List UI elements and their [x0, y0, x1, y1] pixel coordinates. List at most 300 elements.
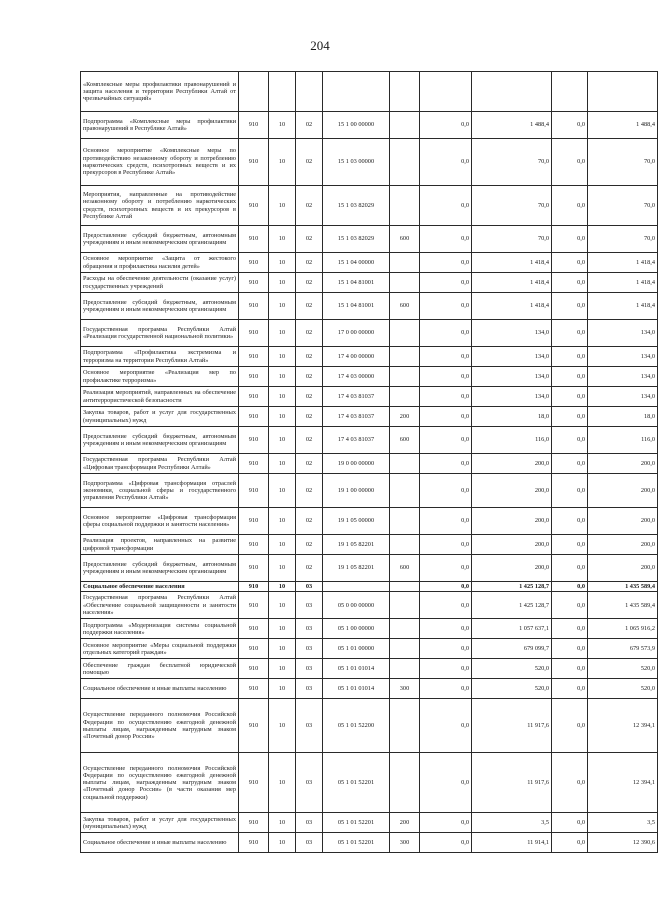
row-name: Предоставление субсидий бюджетным, автономным учреждениям и иным некоммерческим организациям — [81, 226, 239, 253]
row-amount-1: 0,0 — [420, 639, 472, 659]
row-amount-4: 12 394,1 — [588, 753, 658, 813]
row-grbs: 910 — [239, 592, 269, 619]
table-row — [81, 619, 658, 639]
row-target-code — [323, 582, 390, 592]
row-amount-2 — [472, 72, 552, 112]
row-amount-1: 0,0 — [420, 387, 472, 407]
row-expense-type: 200 — [390, 407, 420, 427]
row-target-code: 17 4 00 00000 — [323, 347, 390, 367]
row-amount-1: 0,0 — [420, 753, 472, 813]
table-row — [81, 639, 658, 659]
row-target-code: 19 1 00 00000 — [323, 474, 390, 508]
row-expense-type — [390, 273, 420, 293]
row-section: 10 — [269, 454, 296, 474]
row-subsection: 02 — [296, 139, 323, 186]
row-name: Основное мероприятие «Меры социальной поддержки отдельных категорий граждан» — [81, 639, 239, 659]
row-grbs: 910 — [239, 474, 269, 508]
row-amount-3: 0,0 — [552, 813, 588, 833]
row-amount-4: 1 418,4 — [588, 293, 658, 320]
row-amount-4: 200,0 — [588, 454, 658, 474]
row-target-code: 05 1 01 52201 — [323, 813, 390, 833]
row-amount-2: 200,0 — [472, 508, 552, 535]
row-amount-1: 0,0 — [420, 427, 472, 454]
row-amount-1: 0,0 — [420, 320, 472, 347]
row-amount-3: 0,0 — [552, 293, 588, 320]
row-subsection: 02 — [296, 293, 323, 320]
row-amount-4: 134,0 — [588, 320, 658, 347]
row-expense-type — [390, 619, 420, 639]
row-name: Осуществление переданного полномочия Российской Федерации по осуществлению ежегодной денежной выплаты лицам, награжденным нагрудным знаком «Почетный донор России» (в части оказания мер социальной поддержки) — [81, 753, 239, 813]
row-amount-4: 116,0 — [588, 427, 658, 454]
table-row — [81, 508, 658, 535]
row-section: 10 — [269, 535, 296, 555]
row-subsection: 02 — [296, 253, 323, 273]
row-section: 10 — [269, 273, 296, 293]
row-amount-1: 0,0 — [420, 139, 472, 186]
row-grbs: 910 — [239, 407, 269, 427]
row-target-code: 05 1 01 01014 — [323, 679, 390, 699]
row-grbs: 910 — [239, 253, 269, 273]
row-section: 10 — [269, 508, 296, 535]
row-grbs: 910 — [239, 273, 269, 293]
row-grbs: 910 — [239, 679, 269, 699]
row-name: Мероприятия, направленные на противодействие незаконному обороту и потреблению наркотических средств, психотропных веществ и их прекурсоров в Республике Алтай — [81, 186, 239, 226]
row-amount-1: 0,0 — [420, 679, 472, 699]
row-name: Расходы на обеспечение деятельности (оказание услуг) государственных учреждений — [81, 273, 239, 293]
row-section: 10 — [269, 592, 296, 619]
table-row — [81, 555, 658, 582]
row-grbs: 910 — [239, 535, 269, 555]
row-amount-3: 0,0 — [552, 508, 588, 535]
row-target-code: 15 1 03 82029 — [323, 186, 390, 226]
row-amount-1: 0,0 — [420, 535, 472, 555]
row-grbs: 910 — [239, 347, 269, 367]
row-amount-1: 0,0 — [420, 347, 472, 367]
row-grbs: 910 — [239, 139, 269, 186]
row-name: Осуществление переданного полномочия Российской Федерации по осуществлению ежегодной денежной выплаты лицам, награжденным нагрудным знаком «Почетный донор России» — [81, 699, 239, 753]
row-section: 10 — [269, 813, 296, 833]
row-amount-4: 12 390,6 — [588, 833, 658, 853]
row-amount-1: 0,0 — [420, 619, 472, 639]
row-name: Социальное обеспечение и иные выплаты населению — [81, 833, 239, 853]
row-amount-2: 11 917,6 — [472, 753, 552, 813]
row-grbs: 910 — [239, 320, 269, 347]
row-expense-type — [390, 112, 420, 139]
row-grbs: 910 — [239, 753, 269, 813]
table-row — [81, 454, 658, 474]
table-row — [81, 367, 658, 387]
row-amount-2: 134,0 — [472, 387, 552, 407]
row-target-code: 05 1 01 00000 — [323, 639, 390, 659]
row-name: Государственная программа Республики Алтай «Реализация государственной национальной политики» — [81, 320, 239, 347]
row-amount-1: 0,0 — [420, 112, 472, 139]
row-target-code: 05 1 01 52201 — [323, 833, 390, 853]
row-name: Основное мероприятие «Защита от жестокого обращения и профилактика насилия детей» — [81, 253, 239, 273]
row-subsection: 02 — [296, 454, 323, 474]
row-grbs: 910 — [239, 699, 269, 753]
row-target-code: 15 1 04 81001 — [323, 273, 390, 293]
row-amount-2: 1 488,4 — [472, 112, 552, 139]
row-amount-4: 134,0 — [588, 347, 658, 367]
row-subsection: 03 — [296, 592, 323, 619]
row-section: 10 — [269, 112, 296, 139]
row-amount-4: 520,0 — [588, 679, 658, 699]
row-expense-type: 300 — [390, 833, 420, 853]
page-number: 204 — [310, 38, 330, 53]
row-grbs: 910 — [239, 293, 269, 320]
row-target-code: 15 1 03 00000 — [323, 139, 390, 186]
budget-table-body — [81, 72, 658, 853]
row-section: 10 — [269, 387, 296, 407]
row-grbs: 910 — [239, 639, 269, 659]
row-target-code — [323, 72, 390, 112]
row-expense-type — [390, 186, 420, 226]
row-target-code: 05 1 01 52201 — [323, 753, 390, 813]
row-subsection: 03 — [296, 582, 323, 592]
row-amount-3: 0,0 — [552, 699, 588, 753]
row-subsection: 02 — [296, 555, 323, 582]
row-subsection: 02 — [296, 474, 323, 508]
row-target-code: 17 4 03 81037 — [323, 407, 390, 427]
row-amount-1: 0,0 — [420, 833, 472, 853]
row-amount-1: 0,0 — [420, 659, 472, 679]
row-name: Подпрограмма «Комплексные меры профилактики правонарушений в Республике Алтай» — [81, 112, 239, 139]
row-amount-3: 0,0 — [552, 427, 588, 454]
row-grbs: 910 — [239, 454, 269, 474]
row-target-code: 17 0 00 00000 — [323, 320, 390, 347]
row-amount-4: 1 418,4 — [588, 253, 658, 273]
row-target-code: 15 1 04 81001 — [323, 293, 390, 320]
row-amount-1: 0,0 — [420, 186, 472, 226]
row-amount-3: 0,0 — [552, 833, 588, 853]
row-amount-3: 0,0 — [552, 639, 588, 659]
row-amount-4: 520,0 — [588, 659, 658, 679]
row-subsection: 02 — [296, 273, 323, 293]
row-amount-3: 0,0 — [552, 367, 588, 387]
row-amount-1: 0,0 — [420, 582, 472, 592]
row-expense-type — [390, 699, 420, 753]
row-amount-2: 200,0 — [472, 555, 552, 582]
row-amount-2: 679 099,7 — [472, 639, 552, 659]
table-row — [81, 659, 658, 679]
row-name: Основное мероприятие «Цифровая трансформация сферы социальной поддержки и занятости населения» — [81, 508, 239, 535]
row-amount-2: 70,0 — [472, 226, 552, 253]
row-section: 10 — [269, 582, 296, 592]
row-amount-4: 70,0 — [588, 139, 658, 186]
table-row — [81, 753, 658, 813]
row-target-code: 19 1 05 82201 — [323, 535, 390, 555]
table-row — [81, 582, 658, 592]
row-section: 10 — [269, 320, 296, 347]
row-amount-4: 1 488,4 — [588, 112, 658, 139]
row-amount-3: 0,0 — [552, 535, 588, 555]
row-name: Подпрограмма «Профилактика экстремизма и терроризма на территории Республики Алтай» — [81, 347, 239, 367]
row-subsection: 02 — [296, 347, 323, 367]
row-subsection: 03 — [296, 679, 323, 699]
row-expense-type — [390, 582, 420, 592]
row-section: 10 — [269, 699, 296, 753]
row-grbs: 910 — [239, 555, 269, 582]
row-expense-type: 200 — [390, 813, 420, 833]
row-grbs — [239, 72, 269, 112]
row-amount-3: 0,0 — [552, 659, 588, 679]
row-section: 10 — [269, 555, 296, 582]
row-expense-type — [390, 139, 420, 186]
row-name: Социальное обеспечение и иные выплаты населению — [81, 679, 239, 699]
table-row — [81, 833, 658, 853]
row-amount-1 — [420, 72, 472, 112]
row-expense-type: 600 — [390, 293, 420, 320]
row-amount-3: 0,0 — [552, 112, 588, 139]
row-amount-1: 0,0 — [420, 253, 472, 273]
row-section: 10 — [269, 679, 296, 699]
row-name: Основное мероприятие «Реализация мер по профилактике терроризма» — [81, 367, 239, 387]
row-name: Основное мероприятие «Комплексные меры по противодействию незаконному обороту и потреблению наркотических средств, психотропных веществ и их прекурсоров в Республике Алтай» — [81, 139, 239, 186]
row-amount-1: 0,0 — [420, 508, 472, 535]
row-amount-3: 0,0 — [552, 273, 588, 293]
row-expense-type — [390, 753, 420, 813]
row-amount-3 — [552, 72, 588, 112]
row-subsection: 02 — [296, 535, 323, 555]
row-subsection: 02 — [296, 112, 323, 139]
row-name: Предоставление субсидий бюджетным, автономным учреждениям и иным некоммерческим организациям — [81, 293, 239, 320]
row-name: Обеспечение граждан бесплатной юридической помощью — [81, 659, 239, 679]
row-amount-2: 18,0 — [472, 407, 552, 427]
row-amount-3: 0,0 — [552, 592, 588, 619]
row-subsection: 02 — [296, 427, 323, 454]
table-row — [81, 813, 658, 833]
row-subsection — [296, 72, 323, 112]
row-target-code: 19 0 00 00000 — [323, 454, 390, 474]
row-amount-1: 0,0 — [420, 592, 472, 619]
row-amount-2: 200,0 — [472, 454, 552, 474]
row-amount-1: 0,0 — [420, 699, 472, 753]
row-section: 10 — [269, 833, 296, 853]
row-amount-1: 0,0 — [420, 454, 472, 474]
row-grbs: 910 — [239, 508, 269, 535]
row-grbs: 910 — [239, 833, 269, 853]
row-amount-4: 1 065 916,2 — [588, 619, 658, 639]
row-amount-2: 134,0 — [472, 320, 552, 347]
table-row — [81, 112, 658, 139]
row-amount-4: 200,0 — [588, 508, 658, 535]
row-subsection: 02 — [296, 508, 323, 535]
row-amount-2: 520,0 — [472, 679, 552, 699]
row-name: Предоставление субсидий бюджетным, автономным учреждениям и иным некоммерческим организациям — [81, 427, 239, 454]
row-amount-1: 0,0 — [420, 226, 472, 253]
row-amount-3: 0,0 — [552, 619, 588, 639]
row-amount-4: 1 435 589,4 — [588, 592, 658, 619]
row-amount-2: 70,0 — [472, 186, 552, 226]
row-amount-3: 0,0 — [552, 582, 588, 592]
row-amount-3: 0,0 — [552, 679, 588, 699]
row-grbs: 910 — [239, 659, 269, 679]
row-amount-3: 0,0 — [552, 320, 588, 347]
row-expense-type: 600 — [390, 555, 420, 582]
table-row — [81, 186, 658, 226]
row-amount-4: 200,0 — [588, 555, 658, 582]
row-amount-3: 0,0 — [552, 753, 588, 813]
row-expense-type: 300 — [390, 679, 420, 699]
row-section: 10 — [269, 186, 296, 226]
row-amount-2: 1 418,4 — [472, 253, 552, 273]
row-name: Социальное обеспечение населения — [81, 582, 239, 592]
row-subsection: 03 — [296, 619, 323, 639]
table-row — [81, 427, 658, 454]
row-amount-4 — [588, 72, 658, 112]
row-name: «Комплексные меры профилактики правонарушений и защита населения и территории Республики Алтай от чрезвычайных ситуаций» — [81, 72, 239, 112]
row-subsection: 03 — [296, 699, 323, 753]
row-amount-1: 0,0 — [420, 555, 472, 582]
row-target-code: 15 1 00 00000 — [323, 112, 390, 139]
row-amount-3: 0,0 — [552, 186, 588, 226]
row-expense-type — [390, 454, 420, 474]
row-section: 10 — [269, 293, 296, 320]
row-expense-type — [390, 367, 420, 387]
row-subsection: 03 — [296, 833, 323, 853]
row-amount-3: 0,0 — [552, 387, 588, 407]
row-grbs: 910 — [239, 813, 269, 833]
table-row — [81, 253, 658, 273]
row-subsection: 03 — [296, 753, 323, 813]
row-target-code: 19 1 05 82201 — [323, 555, 390, 582]
row-section: 10 — [269, 139, 296, 186]
budget-table — [80, 71, 658, 853]
row-name: Подпрограмма «Модернизация системы социальной поддержки населения» — [81, 619, 239, 639]
row-amount-1: 0,0 — [420, 293, 472, 320]
row-expense-type — [390, 508, 420, 535]
row-subsection: 02 — [296, 407, 323, 427]
row-amount-3: 0,0 — [552, 454, 588, 474]
row-target-code: 15 1 03 82029 — [323, 226, 390, 253]
table-row — [81, 679, 658, 699]
row-name: Закупка товаров, работ и услуг для государственных (муниципальных) нужд — [81, 407, 239, 427]
row-expense-type — [390, 320, 420, 347]
table-row — [81, 474, 658, 508]
row-amount-4: 12 394,1 — [588, 699, 658, 753]
row-grbs: 910 — [239, 619, 269, 639]
row-amount-4: 134,0 — [588, 367, 658, 387]
row-amount-2: 1 418,4 — [472, 273, 552, 293]
table-row — [81, 592, 658, 619]
row-expense-type: 600 — [390, 226, 420, 253]
row-grbs: 910 — [239, 367, 269, 387]
row-section: 10 — [269, 639, 296, 659]
row-amount-4: 1 435 589,4 — [588, 582, 658, 592]
row-amount-3: 0,0 — [552, 407, 588, 427]
row-expense-type — [390, 347, 420, 367]
row-expense-type — [390, 592, 420, 619]
row-subsection: 03 — [296, 639, 323, 659]
row-subsection: 03 — [296, 813, 323, 833]
row-section: 10 — [269, 407, 296, 427]
row-name: Реализация мероприятий, направленных на обеспечение антитеррористической безопасности — [81, 387, 239, 407]
row-subsection: 02 — [296, 367, 323, 387]
row-expense-type — [390, 639, 420, 659]
row-target-code: 05 1 01 01014 — [323, 659, 390, 679]
row-section — [269, 72, 296, 112]
row-grbs: 910 — [239, 186, 269, 226]
row-target-code: 05 0 00 00000 — [323, 592, 390, 619]
row-amount-4: 3,5 — [588, 813, 658, 833]
row-subsection: 02 — [296, 186, 323, 226]
row-target-code: 15 1 04 00000 — [323, 253, 390, 273]
row-section: 10 — [269, 619, 296, 639]
row-amount-3: 0,0 — [552, 474, 588, 508]
table-row — [81, 387, 658, 407]
row-amount-2: 3,5 — [472, 813, 552, 833]
row-name: Закупка товаров, работ и услуг для государственных (муниципальных) нужд — [81, 813, 239, 833]
row-amount-4: 200,0 — [588, 535, 658, 555]
row-amount-2: 116,0 — [472, 427, 552, 454]
row-section: 10 — [269, 427, 296, 454]
row-target-code: 17 4 03 81037 — [323, 387, 390, 407]
row-amount-2: 200,0 — [472, 474, 552, 508]
row-name: Государственная программа Республики Алтай «Обеспечение социальной защищенности и занятости населения» — [81, 592, 239, 619]
row-expense-type — [390, 72, 420, 112]
row-amount-3: 0,0 — [552, 253, 588, 273]
row-grbs: 910 — [239, 112, 269, 139]
row-amount-2: 1 057 637,1 — [472, 619, 552, 639]
row-subsection: 03 — [296, 659, 323, 679]
row-amount-2: 520,0 — [472, 659, 552, 679]
table-row — [81, 699, 658, 753]
row-grbs: 910 — [239, 427, 269, 454]
row-expense-type — [390, 387, 420, 407]
row-amount-4: 679 573,9 — [588, 639, 658, 659]
row-section: 10 — [269, 659, 296, 679]
row-amount-1: 0,0 — [420, 474, 472, 508]
row-grbs: 910 — [239, 226, 269, 253]
table-row — [81, 535, 658, 555]
row-amount-1: 0,0 — [420, 367, 472, 387]
row-section: 10 — [269, 367, 296, 387]
row-target-code: 19 1 05 00000 — [323, 508, 390, 535]
row-amount-1: 0,0 — [420, 813, 472, 833]
row-amount-3: 0,0 — [552, 555, 588, 582]
row-expense-type — [390, 535, 420, 555]
table-row — [81, 139, 658, 186]
table-row — [81, 273, 658, 293]
row-name: Подпрограмма «Цифровая трансформация отраслей экономики, социальной сферы и государственного управления Республики Алтай» — [81, 474, 239, 508]
row-amount-4: 70,0 — [588, 226, 658, 253]
row-target-code: 05 1 01 52200 — [323, 699, 390, 753]
row-subsection: 02 — [296, 387, 323, 407]
row-subsection: 02 — [296, 320, 323, 347]
row-target-code: 17 4 03 81037 — [323, 427, 390, 454]
row-amount-2: 134,0 — [472, 347, 552, 367]
row-amount-3: 0,0 — [552, 347, 588, 367]
row-grbs: 910 — [239, 387, 269, 407]
row-expense-type — [390, 474, 420, 508]
table-row — [81, 72, 658, 112]
row-amount-4: 18,0 — [588, 407, 658, 427]
row-amount-2: 200,0 — [472, 535, 552, 555]
row-amount-3: 0,0 — [552, 226, 588, 253]
row-amount-1: 0,0 — [420, 273, 472, 293]
table-row — [81, 407, 658, 427]
table-row — [81, 293, 658, 320]
row-section: 10 — [269, 347, 296, 367]
row-amount-2: 70,0 — [472, 139, 552, 186]
row-section: 10 — [269, 226, 296, 253]
row-amount-4: 70,0 — [588, 186, 658, 226]
row-amount-4: 200,0 — [588, 474, 658, 508]
row-expense-type: 600 — [390, 427, 420, 454]
row-expense-type — [390, 253, 420, 273]
row-subsection: 02 — [296, 226, 323, 253]
row-amount-2: 134,0 — [472, 367, 552, 387]
